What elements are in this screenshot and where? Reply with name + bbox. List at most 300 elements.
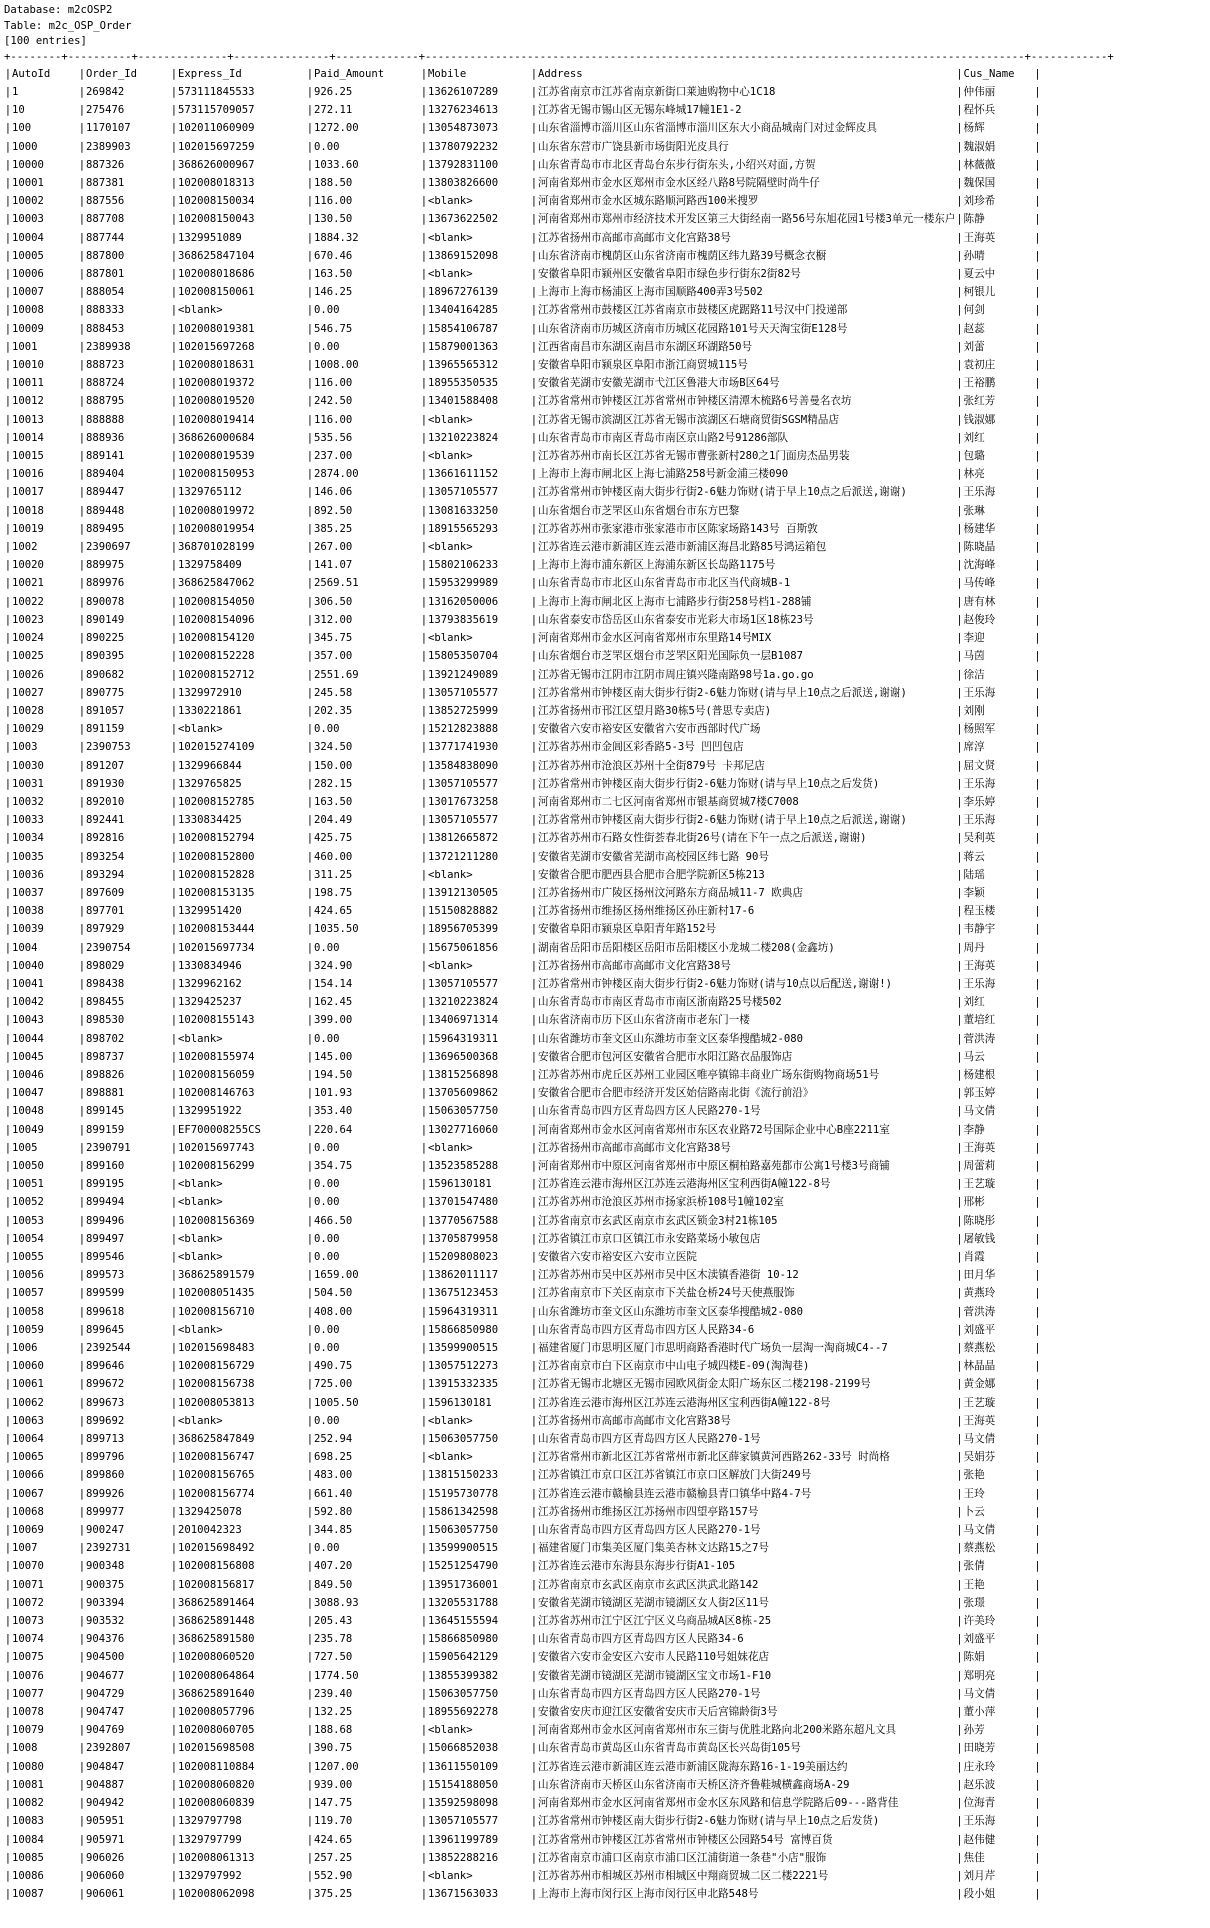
table-cell: 102008156774 xyxy=(178,1487,255,1500)
cell-separator: | xyxy=(306,613,314,626)
cell-separator: | xyxy=(78,359,86,372)
cell-separator: | xyxy=(306,158,314,171)
cell-separator: | xyxy=(956,1050,963,1063)
table-cell: 102008053813 xyxy=(178,1396,255,1409)
table-cell: 河南省郑州市金水区河南省郑州市东区农业路72号国际企业中心B座2211室 xyxy=(538,1123,890,1136)
cell-separator: | xyxy=(420,1778,428,1791)
cell-separator: | xyxy=(530,213,538,226)
table-cell: 马茵 xyxy=(963,650,985,663)
table-cell: 山东省青岛市市南区青岛市南区京山路2号91286部队 xyxy=(538,431,789,444)
table-cell: 江苏省苏州市吴中区苏州市吴中区木渎镇香港街 10-12 xyxy=(538,1269,799,1282)
cell-separator: | xyxy=(420,1414,428,1427)
table-cell: 13671563033 xyxy=(428,1888,499,1901)
table-cell: 程怀兵 xyxy=(963,104,996,117)
table-cell: 江苏省常州市钟楼区南大街步行街2-6魅力饰财(请与早上10点之后发货) xyxy=(538,777,880,790)
cell-separator: | xyxy=(78,286,86,299)
cell-separator: | xyxy=(306,1105,314,1118)
cell-separator: | xyxy=(420,231,428,244)
table-cell: 904942 xyxy=(86,1797,125,1810)
cell-separator: | xyxy=(4,1542,12,1555)
table-cell: 890225 xyxy=(86,632,125,645)
cell-separator: | xyxy=(1034,213,1041,226)
cell-separator: | xyxy=(1034,504,1041,517)
cell-separator: | xyxy=(170,1287,178,1300)
table-cell: 10084 xyxy=(12,1833,44,1846)
table-cell: 670.46 xyxy=(314,249,353,262)
table-cell: 1596130181 xyxy=(428,1396,492,1409)
table-row xyxy=(4,156,1041,174)
cell-separator: | xyxy=(306,941,314,954)
table-cell: 1329951089 xyxy=(178,231,242,244)
table-cell: 368625847104 xyxy=(178,249,255,262)
table-cell: 刘刚 xyxy=(963,704,985,717)
table-cell: 306.50 xyxy=(314,595,353,608)
cell-separator: | xyxy=(956,1815,963,1828)
table-cell: 10000 xyxy=(12,158,44,171)
cell-separator: | xyxy=(78,777,86,790)
table-cell: 江苏省苏州市南长区江苏省无锡市曹张新村280之1门面房杰品男装 xyxy=(538,450,850,463)
cell-separator: | xyxy=(306,1159,314,1172)
cell-separator: | xyxy=(530,1760,538,1773)
table-row xyxy=(4,1212,1041,1230)
cell-separator: | xyxy=(170,486,178,499)
cell-separator: | xyxy=(420,486,428,499)
cell-separator: | xyxy=(530,1196,538,1209)
table-cell: 1033.60 xyxy=(314,158,359,171)
cell-separator: | xyxy=(956,1451,963,1464)
cell-separator: | xyxy=(1034,413,1041,426)
table-cell: 13661611152 xyxy=(428,468,499,481)
table-cell: 904500 xyxy=(86,1651,125,1664)
cell-separator: | xyxy=(306,1596,314,1609)
cell-separator: | xyxy=(420,140,428,153)
cell-separator: | xyxy=(170,195,178,208)
cell-separator: | xyxy=(420,1469,428,1482)
cell-separator: | xyxy=(1034,1687,1041,1700)
table-cell: 10014 xyxy=(12,431,44,444)
table-cell: 698.25 xyxy=(314,1451,353,1464)
cell-separator: | xyxy=(4,122,12,135)
table-cell: <blank> xyxy=(428,541,473,554)
cell-separator: | xyxy=(306,595,314,608)
table-cell: 102008156765 xyxy=(178,1469,255,1482)
cell-separator: | xyxy=(78,1414,86,1427)
cell-separator: | xyxy=(306,413,314,426)
table-cell: 10035 xyxy=(12,850,44,863)
cell-separator: | xyxy=(306,1542,314,1555)
table-cell: 河南省郑州市中原区河南省郑州市中原区桐柏路嘉苑都市公寓1号楼3号商铺 xyxy=(538,1159,890,1172)
table-cell: 18956705399 xyxy=(428,923,499,936)
table-row xyxy=(4,1831,1041,1849)
cell-separator: | xyxy=(1034,1087,1041,1100)
cell-separator: | xyxy=(956,304,963,317)
cell-separator: | xyxy=(170,1323,178,1336)
table-cell: 116.00 xyxy=(314,377,353,390)
cell-separator: | xyxy=(420,1706,428,1719)
cell-separator: | xyxy=(956,996,963,1009)
table-cell: 10037 xyxy=(12,886,44,899)
table-cell: 368701028199 xyxy=(178,541,255,554)
cell-separator: | xyxy=(4,941,12,954)
table-cell: 山东省青岛市市北区青岛台东步行街东头,小绍兴对面,方贺 xyxy=(538,158,816,171)
table-cell: 324.50 xyxy=(314,741,353,754)
table-cell: 888888 xyxy=(86,413,125,426)
table-cell: 10049 xyxy=(12,1123,44,1136)
table-row xyxy=(4,138,1041,156)
cell-separator: | xyxy=(956,595,963,608)
table-cell: 899159 xyxy=(86,1123,125,1136)
table-cell: 466.50 xyxy=(314,1214,353,1227)
cell-separator: | xyxy=(306,1578,314,1591)
cell-separator: | xyxy=(4,1123,12,1136)
cell-separator: | xyxy=(306,668,314,681)
cell-separator: | xyxy=(4,923,12,936)
cell-separator: | xyxy=(420,977,428,990)
table-cell: 504.50 xyxy=(314,1287,353,1300)
table-cell: 程玉楼 xyxy=(963,905,996,918)
cell-separator: | xyxy=(170,1615,178,1628)
cell-separator: | xyxy=(306,1760,314,1773)
table-cell: 424.65 xyxy=(314,1833,353,1846)
cell-separator: | xyxy=(4,1196,12,1209)
table-cell: 13792831100 xyxy=(428,158,499,171)
table-cell: 郭玉婷 xyxy=(963,1087,996,1100)
table-cell: 王玲 xyxy=(963,1487,985,1500)
cell-separator: | xyxy=(4,104,12,117)
table-cell: 13523585288 xyxy=(428,1159,499,1172)
table-cell: 江苏省常州市钟楼区南大街步行街2-6魅力饰财(请于早上10点之后派送,谢谢) xyxy=(538,486,907,499)
cell-separator: | xyxy=(78,1651,86,1664)
table-cell: 周丹 xyxy=(963,941,985,954)
table-row xyxy=(4,1576,1041,1594)
table-cell: 102008152228 xyxy=(178,650,255,663)
cell-separator: | xyxy=(170,413,178,426)
cell-separator: | xyxy=(78,1633,86,1646)
cell-separator: | xyxy=(78,1888,86,1901)
table-row xyxy=(4,538,1041,556)
table-row xyxy=(4,1758,1041,1776)
table-cell: 890078 xyxy=(86,595,125,608)
cell-separator: | xyxy=(4,340,12,353)
table-row xyxy=(4,829,1041,847)
cell-separator: | xyxy=(4,231,12,244)
cell-separator: | xyxy=(956,486,963,499)
table-cell: 10020 xyxy=(12,559,44,572)
cell-separator: | xyxy=(78,1123,86,1136)
cell-separator: | xyxy=(420,886,428,899)
table-cell: 王艳 xyxy=(963,1578,985,1591)
cell-separator: | xyxy=(956,1396,963,1409)
cell-separator: | xyxy=(306,686,314,699)
table-cell: 312.00 xyxy=(314,613,353,626)
cell-separator: | xyxy=(1034,1633,1041,1646)
table-cell: 江苏省苏州市沧浪区苏州十全街879号 卡邦尼店 xyxy=(538,759,765,772)
cell-separator: | xyxy=(170,1214,178,1227)
table-cell: 安徽省安庆市迎江区安徽省安庆市天后宫锦龄街3号 xyxy=(538,1706,778,1719)
cell-separator: | xyxy=(1034,231,1041,244)
table-cell: 王乐海 xyxy=(963,486,996,499)
table-cell: 888333 xyxy=(86,304,125,317)
table-cell: <blank> xyxy=(428,413,473,426)
table-cell: 安徽省芜湖市安徽省芜湖市高校园区纬七路 90号 xyxy=(538,850,770,863)
table-cell: 王乐海 xyxy=(963,1815,996,1828)
table-line: Table: m2c_OSP_Order xyxy=(4,19,132,32)
table-cell: 唐有林 xyxy=(963,595,996,608)
cell-separator: | xyxy=(306,1196,314,1209)
table-cell: 10057 xyxy=(12,1287,44,1300)
table-row xyxy=(4,1157,1041,1175)
table-cell: 位海青 xyxy=(963,1797,996,1810)
cell-separator: | xyxy=(530,832,538,845)
table-cell: 899646 xyxy=(86,1360,125,1373)
table-cell: 13081633250 xyxy=(428,504,499,517)
cell-separator: | xyxy=(1034,304,1041,317)
table-cell: 102008156369 xyxy=(178,1214,255,1227)
cell-separator: | xyxy=(420,304,428,317)
table-cell: 10041 xyxy=(12,977,44,990)
cell-separator: | xyxy=(306,431,314,444)
table-cell: 10047 xyxy=(12,1087,44,1100)
table-cell: 13705879958 xyxy=(428,1232,499,1245)
table-cell: 15063057750 xyxy=(428,1687,499,1700)
table-cell: 102008019520 xyxy=(178,395,255,408)
table-cell: 10073 xyxy=(12,1615,44,1628)
cell-separator: | xyxy=(306,231,314,244)
cell-separator: | xyxy=(1034,559,1041,572)
table-cell: 13401588408 xyxy=(428,395,499,408)
table-cell: 焦佳 xyxy=(963,1851,985,1864)
cell-separator: | xyxy=(4,1378,12,1391)
cell-separator: | xyxy=(956,1706,963,1719)
table-cell: 刘红 xyxy=(963,431,985,444)
cell-separator: | xyxy=(420,1087,428,1100)
cell-separator: | xyxy=(1034,1378,1041,1391)
table-cell: 15066852038 xyxy=(428,1742,499,1755)
table-cell: 898438 xyxy=(86,977,125,990)
table-cell: 安徽省芜湖市安徽芜湖市弋江区鲁港大市场B区64号 xyxy=(538,377,780,390)
cell-separator: | xyxy=(306,304,314,317)
table-cell: 10083 xyxy=(12,1815,44,1828)
cell-separator: | xyxy=(306,140,314,153)
table-cell: 庄永玲 xyxy=(963,1760,996,1773)
cell-separator: | xyxy=(530,850,538,863)
cell-separator: | xyxy=(170,1742,178,1755)
table-cell: 368625891580 xyxy=(178,1633,255,1646)
table-cell: 山东省青岛市四方区青岛四方区人民路270-1号 xyxy=(538,1433,761,1446)
table-cell: 13701547480 xyxy=(428,1196,499,1209)
table-cell: 898029 xyxy=(86,959,125,972)
cell-separator: | xyxy=(1034,577,1041,590)
cell-separator: | xyxy=(956,177,963,190)
cell-separator: | xyxy=(4,1615,12,1628)
table-cell: 2390754 xyxy=(86,941,131,954)
table-cell: 10011 xyxy=(12,377,44,390)
table-cell: 10063 xyxy=(12,1414,44,1427)
cell-separator: | xyxy=(1034,1851,1041,1864)
table-cell: 102008019414 xyxy=(178,413,255,426)
table-cell: 899573 xyxy=(86,1269,125,1282)
cell-separator: | xyxy=(530,468,538,481)
table-cell: 272.11 xyxy=(314,104,353,117)
cell-separator: | xyxy=(78,195,86,208)
cell-separator: | xyxy=(306,868,314,881)
table-cell: 13912130505 xyxy=(428,886,499,899)
table-row xyxy=(4,1776,1041,1794)
results-table xyxy=(4,65,1041,1903)
table-cell: 10043 xyxy=(12,1014,44,1027)
cell-separator: | xyxy=(306,1342,314,1355)
cell-separator: | xyxy=(4,1815,12,1828)
cell-separator: | xyxy=(956,977,963,990)
table-cell: 899494 xyxy=(86,1196,125,1209)
cell-separator: | xyxy=(956,1524,963,1537)
cell-separator: | xyxy=(4,1251,12,1263)
table-cell: 江苏省南京市白下区南京市中山电子城四楼E-09(淘淘巷) xyxy=(538,1360,810,1373)
table-cell: 146.06 xyxy=(314,486,353,499)
table-cell: 江苏省扬州市维扬区扬州维扬区孙庄新村17-6 xyxy=(538,905,755,918)
cell-separator: | xyxy=(78,86,86,98)
cell-separator: | xyxy=(420,1396,428,1409)
table-cell: 18967276139 xyxy=(428,286,499,299)
cell-separator: | xyxy=(78,1378,86,1391)
table-row xyxy=(4,1139,1041,1157)
table-cell: 魏保国 xyxy=(963,177,996,190)
cell-separator: | xyxy=(78,522,86,535)
table-cell: 柯银儿 xyxy=(963,286,996,299)
table-cell: 1330834425 xyxy=(178,814,242,827)
cell-separator: | xyxy=(1034,905,1041,918)
table-row xyxy=(4,229,1041,247)
table-row xyxy=(4,411,1041,429)
cell-separator: | xyxy=(4,1433,12,1446)
cell-separator: | xyxy=(1034,1414,1041,1427)
table-cell: 吴利英 xyxy=(963,832,996,845)
table-cell: 102008156299 xyxy=(178,1159,255,1172)
table-cell: 10056 xyxy=(12,1269,44,1282)
table-cell: 赵伟健 xyxy=(963,1833,996,1846)
cell-separator: | xyxy=(78,613,86,626)
cell-separator: | xyxy=(170,886,178,899)
table-cell: 10008 xyxy=(12,304,44,317)
cell-separator: | xyxy=(78,832,86,845)
cell-separator: | xyxy=(530,905,538,918)
cell-separator: | xyxy=(4,450,12,463)
table-cell: 上海市上海市浦东新区上海浦东新区长岛路1175号 xyxy=(538,559,776,572)
cell-separator: | xyxy=(1034,1068,1041,1081)
cell-separator: | xyxy=(4,1414,12,1427)
table-cell: <blank> xyxy=(178,723,223,736)
cell-separator: | xyxy=(956,613,963,626)
cell-separator: | xyxy=(420,1542,428,1555)
table-cell: 573111845533 xyxy=(178,86,255,98)
table-row xyxy=(4,611,1041,629)
cell-separator: | xyxy=(4,777,12,790)
cell-separator: | xyxy=(4,140,12,153)
table-cell: <blank> xyxy=(428,632,473,645)
cell-separator: | xyxy=(4,1651,12,1664)
cell-separator: | xyxy=(1034,359,1041,372)
cell-separator: | xyxy=(4,1469,12,1482)
table-cell: 10016 xyxy=(12,468,44,481)
cell-separator: | xyxy=(78,340,86,353)
cell-separator: | xyxy=(530,1087,538,1100)
table-cell: 林薇薇 xyxy=(963,158,996,171)
table-cell: 李乐婷 xyxy=(963,795,996,808)
table-cell: 483.00 xyxy=(314,1469,353,1482)
cell-separator: | xyxy=(956,1378,963,1391)
table-cell: 江苏省常州市鼓楼区江苏省南京市鼓楼区虎踞路11号汉中门投递部 xyxy=(538,304,848,317)
table-cell: 102008156729 xyxy=(178,1360,255,1373)
cell-separator: | xyxy=(170,1706,178,1719)
cell-separator: | xyxy=(78,1014,86,1027)
cell-separator: | xyxy=(4,431,12,444)
table-cell: 887801 xyxy=(86,268,125,281)
table-cell: 10023 xyxy=(12,613,44,626)
table-row xyxy=(4,1321,1041,1339)
cell-separator: | xyxy=(1034,1815,1041,1828)
cell-separator: | xyxy=(306,1323,314,1336)
cell-separator: | xyxy=(4,559,12,572)
cell-separator: | xyxy=(530,249,538,262)
cell-separator: | xyxy=(4,158,12,171)
table-cell: 张艳 xyxy=(963,1469,985,1482)
table-cell: 102008154096 xyxy=(178,613,255,626)
table-cell: 江苏省无锡市滨湖区江苏省无锡市滨湖区石塘商贸街SGSM精品店 xyxy=(538,413,839,426)
cell-separator: | xyxy=(1034,450,1041,463)
table-cell: 102015698508 xyxy=(178,1742,255,1755)
table-cell: 2874.00 xyxy=(314,468,359,481)
table-cell: 10079 xyxy=(12,1724,44,1737)
cell-separator: | xyxy=(306,1451,314,1464)
table-cell: 102008156738 xyxy=(178,1378,255,1391)
table-cell: 山东省济南市历下区山东省济南市老东门一楼 xyxy=(538,1014,750,1027)
table-cell: 江苏省苏州市相城区苏州市相城区中翔商贸城二区二楼2221号 xyxy=(538,1869,829,1882)
cell-separator: | xyxy=(1034,814,1041,827)
cell-separator: | xyxy=(956,1633,963,1646)
table-cell: 1003 xyxy=(12,741,38,754)
table-cell: 陈晓晶 xyxy=(963,541,996,554)
table-row xyxy=(4,1721,1041,1739)
table-cell: 2010042323 xyxy=(178,1524,242,1537)
cell-separator: | xyxy=(530,1433,538,1446)
cell-separator: | xyxy=(170,1596,178,1609)
cell-separator: | xyxy=(420,941,428,954)
cell-separator: | xyxy=(420,1305,428,1318)
cell-separator: | xyxy=(530,1032,538,1045)
cell-separator: | xyxy=(1034,996,1041,1009)
table-cell: 林晶晶 xyxy=(963,1360,996,1373)
cell-separator: | xyxy=(956,1305,963,1318)
table-row xyxy=(4,502,1041,520)
table-cell: 15964319311 xyxy=(428,1305,499,1318)
table-cell: 926.25 xyxy=(314,86,353,98)
table-cell: 15195730778 xyxy=(428,1487,499,1500)
table-cell: 山东省淄博市淄川区山东省淄博市淄川区东大小商品城南门对过金辉皮具 xyxy=(538,122,877,135)
table-cell: 188.68 xyxy=(314,1724,353,1737)
table-cell: 1330221861 xyxy=(178,704,242,717)
table-cell: 592.80 xyxy=(314,1505,353,1518)
cell-separator: | xyxy=(170,286,178,299)
cell-separator: | xyxy=(530,704,538,717)
cell-separator: | xyxy=(170,1651,178,1664)
cell-separator: | xyxy=(420,249,428,262)
cell-separator: | xyxy=(170,996,178,1009)
cell-separator: | xyxy=(170,1433,178,1446)
table-cell: 888453 xyxy=(86,322,125,335)
cell-separator: | xyxy=(170,249,178,262)
cell-separator: | xyxy=(4,1342,12,1355)
table-cell: 江苏省扬州市高邮市高邮市文化宫路38号 xyxy=(538,959,731,972)
